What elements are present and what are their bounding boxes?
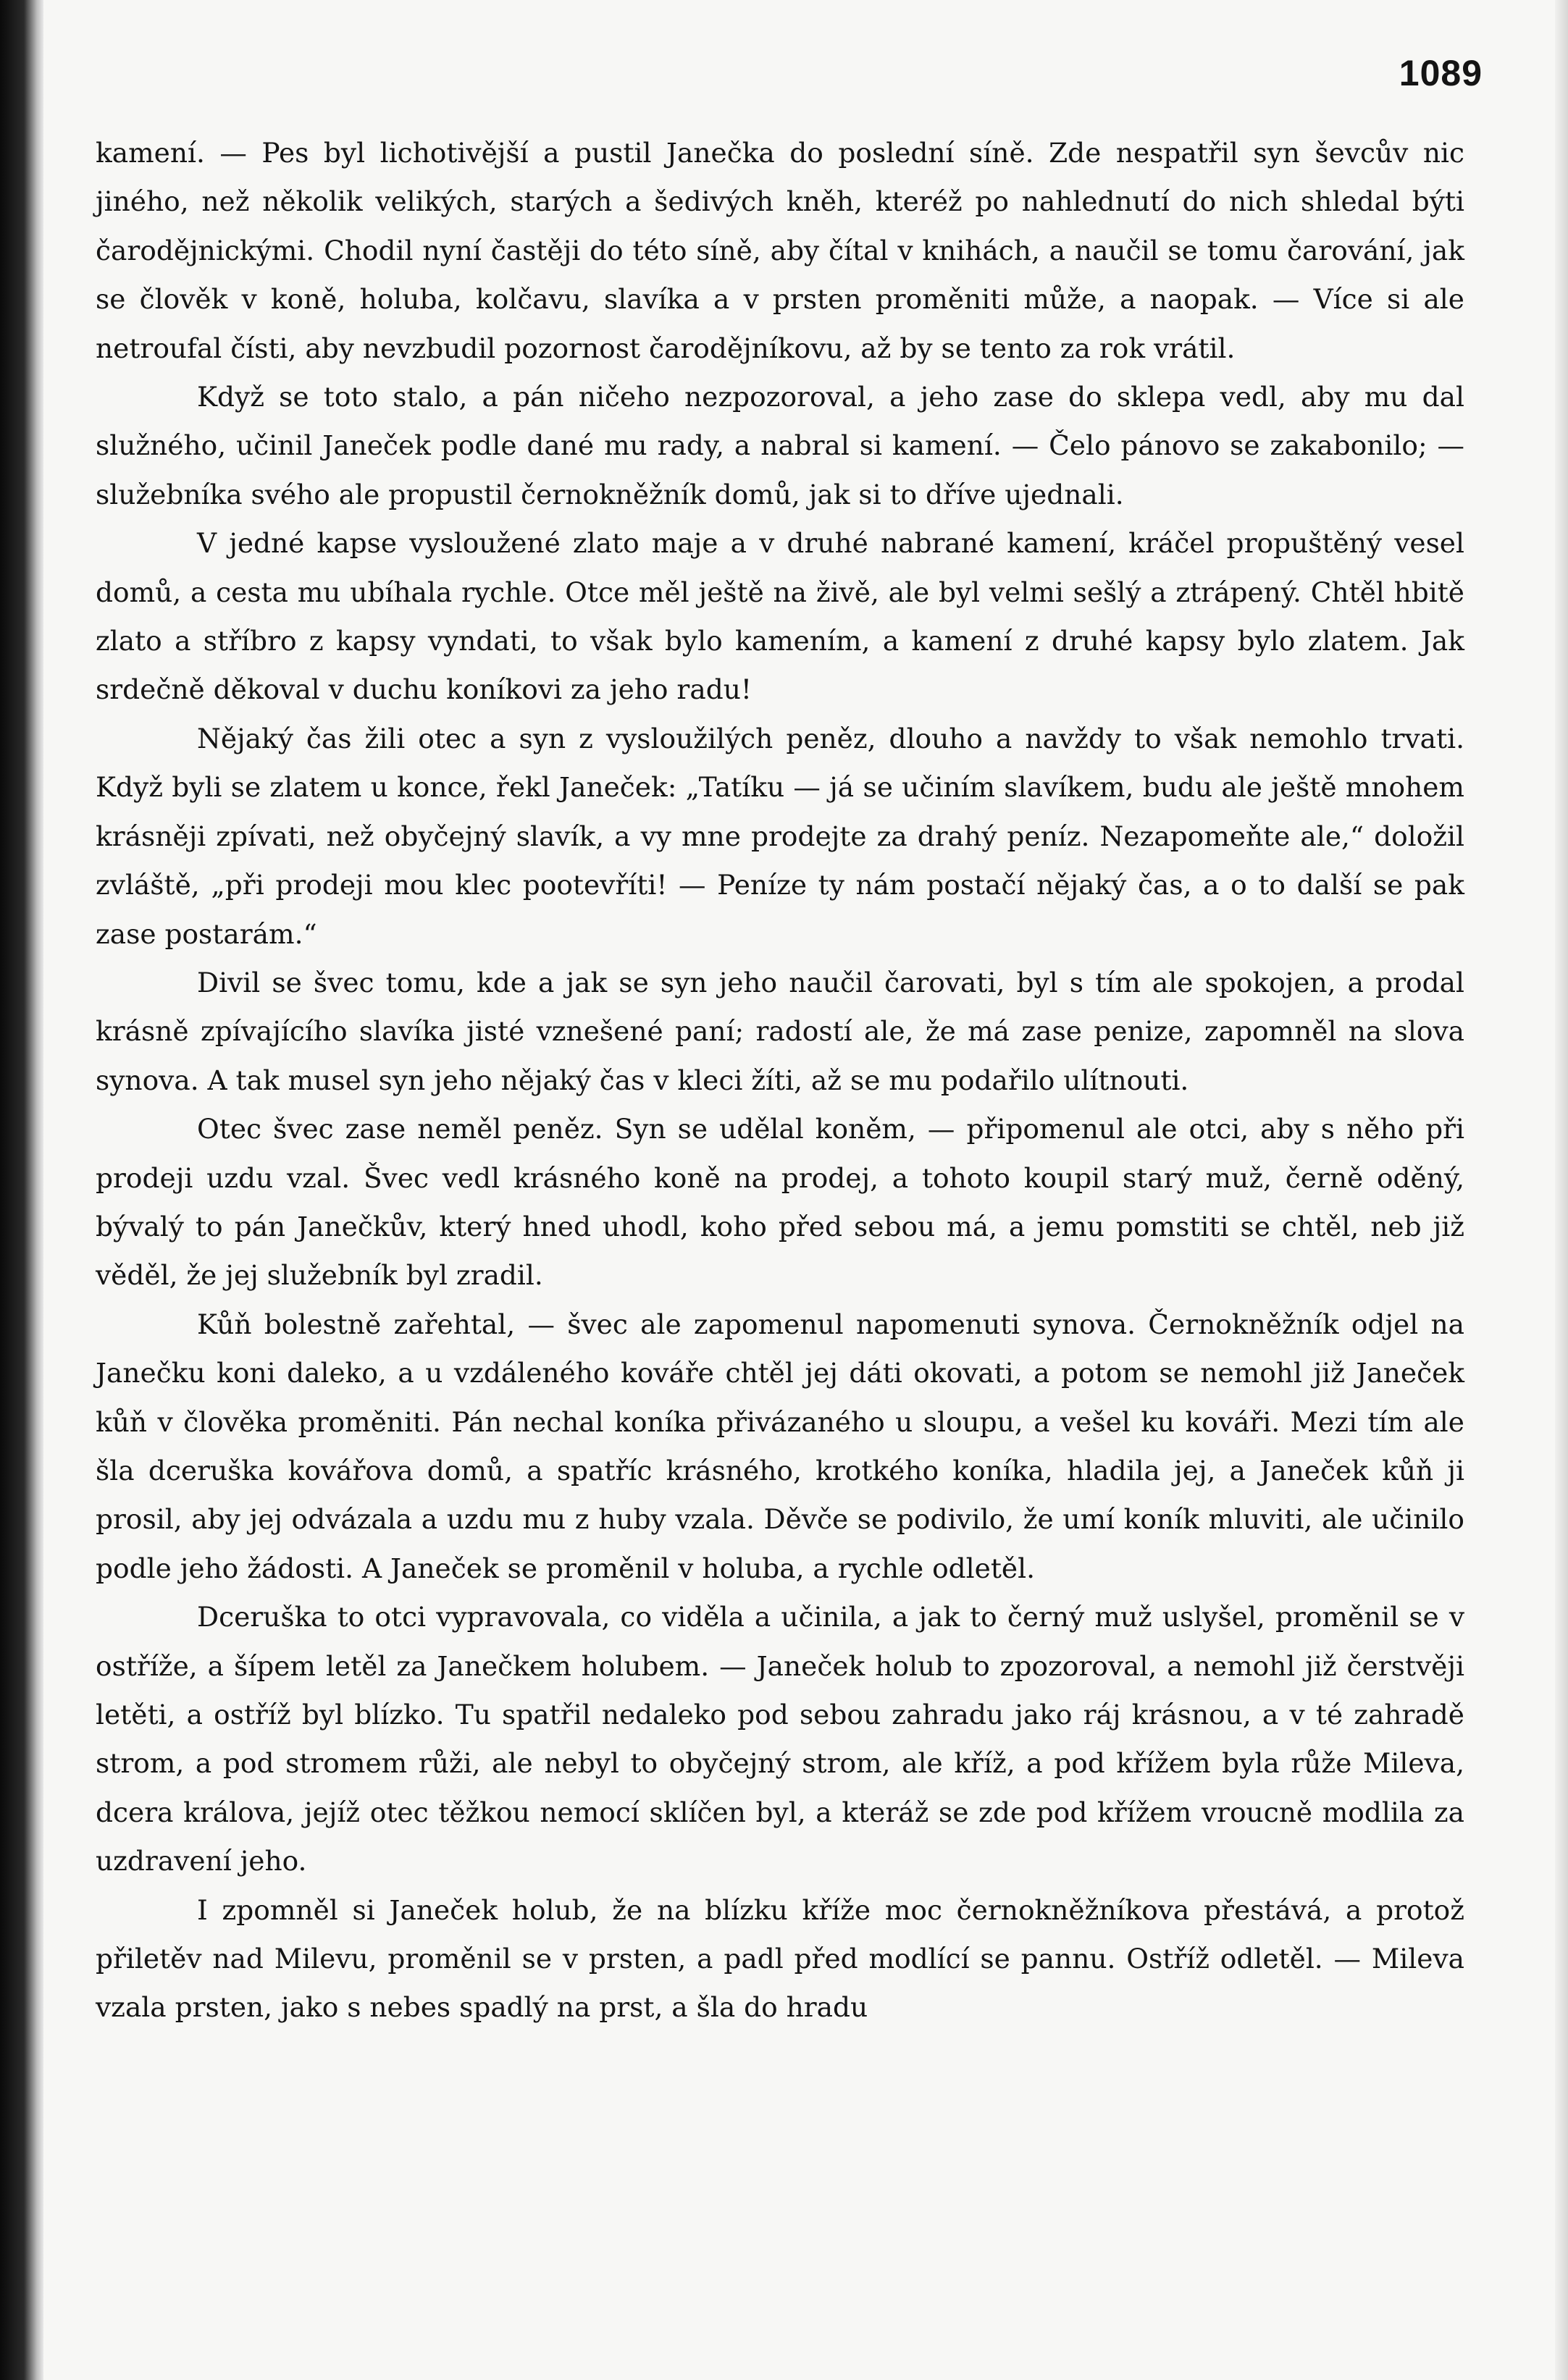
paragraph: V jedné kapse vysloužené zlato maje a v druhé nabrané kamení, kráčel propuštěný vesel domů, a cesta mu ubíhala rychle. Otce měl ještě na živě, ale byl velmi sešlý a ztrápený. Chtěl hbitě zlato a stříbro z kapsy vyndati, to však bylo kamením, a kamení z druhé kapsy bylo zlatem. Jak srdečně děkoval v duchu koníkovi za jeho radu!	[96, 527, 1464, 706]
paragraph: Když se toto stalo, a pán ničeho nezpozoroval, a jeho zase do sklepa vedl, aby mu dal služného, učinil Janeček podle dané mu rady, a nabral si kamení. — Čelo pánovo se zakabonilo; — služebníka svého ale propustil černokněžník domů, jak si to dříve ujednali.	[96, 381, 1464, 510]
page-number: 1089	[1399, 53, 1483, 93]
body-text	[96, 129, 1464, 2032]
page-edge	[1555, 0, 1568, 2380]
paragraph: Divil se švec tomu, kde a jak se syn jeho naučil čarovati, byl s tím ale spokojen, a prodal krásně zpívajícího slavíka jisté vznešené paní; radostí ale, že má zase penize, zapomněl na slova synova. A tak musel syn jeho nějaký čas v kleci žíti, až se mu podařilo ulítnouti.	[96, 966, 1464, 1096]
paragraph: kamení. — Pes byl lichotivější a pustil Janečka do poslední síně. Zde nespatřil syn ševcův nic jiného, než několik velikých, starých a šedivých kněh, kteréž po nahlednutí do nich shledal býti čarodějnickými. Chodil nyní častěji do této síně, aby čítal v knihách, a naučil se tomu čarování, jak se člověk v koně, holuba, kolčavu, slavíka a v prsten proměniti může, a naopak. — Více si ale netroufal čísti, aby nevzbudil pozornost čarodějníkovu, až by se tento za rok vrátil.	[96, 137, 1464, 364]
paragraph: Kůň bolestně zařehtal, — švec ale zapomenul napomenuti synova. Černokněžník odjel na Janečku koni daleko, a u vzdáleného kováře chtěl jej dáti okovati, a potom se nemohl již Janeček kůň v člověka proměniti. Pán nechal koníka přivázaného u sloupu, a vešel ku kováři. Mezi tím ale šla dceruška kovářova domů, a spatříc krásného, krotkého koníka, hladila jej, a Janeček kůň ji prosil, aby jej odvázala a uzdu mu z huby vzala. Děvče se podivilo, že umí koník mluviti, ale učinilo podle jeho žádosti. A Janeček se proměnil v holuba, a rychle odletěl.	[96, 1308, 1464, 1584]
paragraph: I zpomněl si Janeček holub, že na blízku kříže moc černokněžníkova přestává, a protož přiletěv nad Milevu, proměnil se v prsten, a padl před modlící se pannu. Ostříž odletěl. — Mileva vzala prsten, jako s nebes spadlý na prst, a šla do hradu	[96, 1893, 1464, 2024]
paragraph: Nějaký čas žili otec a syn z vysloužilých peněz, dlouho a navždy to však nemohlo trvati. Když byli se zlatem u konce, řekl Janeček: „Tatíku — já se učiním slavíkem, budu ale ještě mnohem krásněji zpívati, než obyčejný slavík, a vy mne prodejte za drahý peníz. Nezapomeňte ale,“ doložil zvláště, „při prodeji mou klec pootevříti! — Peníze ty nám postačí nějaký čas, a o to další se pak zase postarám.“	[96, 722, 1464, 950]
paragraph: Dceruška to otci vypravovala, co viděla a učinila, a jak to černý muž uslyšel, proměnil se v ostříže, a šípem letěl za Janečkem holubem. — Janeček holub to zpozoroval, a nemohl již čerstvěji letěti, a ostříž byl blízko. Tu spatřil nedaleko pod sebou zahradu jako ráj krásnou, a v té zahradě strom, a pod stromem růži, ale nebyl to obyčejný strom, ale kříž, a pod křížem byla růže Mileva, dcera králova, jejíž otec těžkou nemocí sklíčen byl, a kteráž se zde pod křížem vroucně modlila za uzdravení jeho.	[96, 1601, 1464, 1877]
book-page	[43, 0, 1568, 2380]
binding-shadow	[0, 0, 43, 2380]
paragraph: Otec švec zase neměl peněz. Syn se udělal koněm, — připomenul ale otci, aby s něho při prodeji uzdu vzal. Švec vedl krásného koně na prodej, a tohoto koupil starý muž, černě oděný, bývalý to pán Janečkův, který hned uhodl, koho před sebou má, a jemu pomstiti se chtěl, neb již věděl, že jej služebník byl zradil.	[96, 1113, 1464, 1292]
